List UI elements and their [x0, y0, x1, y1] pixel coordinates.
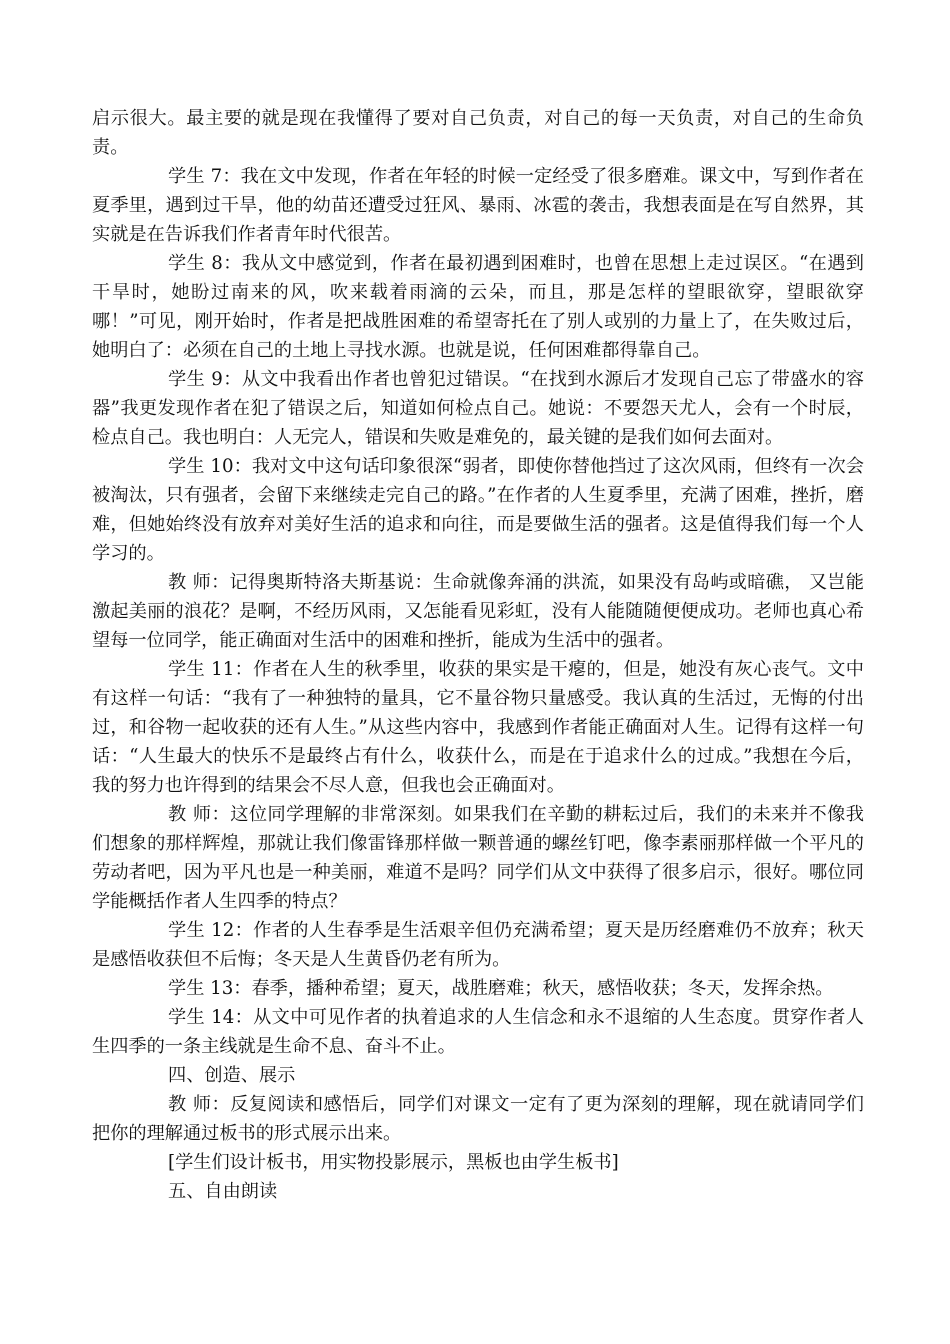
paragraph-continuation: 启示很大。最主要的就是现在我懂得了要对自己负责，对自己的每一天负责，对自己的生命负责。	[92, 108, 864, 158]
paragraph-teacher-3: 教 师：反复阅读和感悟后，同学们对课文一定有了更为深刻的理解，现在就请同学们把你的理解通过板书的形式展示出来。	[92, 1094, 864, 1144]
paragraph-stage-note: [学生们设计板书，用实物投影展示，黑板也由学生板书]	[168, 1152, 619, 1173]
paragraph-student-7: 学生 7：我在文中发现，作者在年轻的时候一定经受了很多磨难。课文中，写到作者在夏季里，遇到过干旱，他的幼苗还遭受过狂风、暴雨、冰雹的袭击，我想表面是在写自然界，其实就是在告诉我们作者青年时代很苦。	[92, 166, 864, 245]
paragraph-student-13: 学生 13：春季，播种希望；夏天，战胜磨难；秋天，感悟收获；冬天，发挥余热。	[168, 978, 834, 999]
paragraph-teacher-1: 教 师：记得奥斯特洛夫斯基说：生命就像奔涌的洪流，如果没有岛屿或暗礁， 又岂能激起美丽的浪花？是啊，不经历风雨，又怎能看见彩虹，没有人能随随便便成功。老师也真心希望每一位同学，能正确面对生活中的困难和挫折，能成为生活中的强者。	[92, 572, 864, 651]
paragraph-student-12: 学生 12：作者的人生春季是生活艰辛但仍充满希望；夏天是历经磨难仍不放弃；秋天是感悟收获但不后悔；冬天是人生黄昏仍老有所为。	[92, 920, 864, 970]
paragraph-student-9: 学生 9：从文中我看出作者也曾犯过错误。“在找到水源后才发现自己忘了带盛水的容器”我更发现作者在犯了错误之后，知道如何检点自己。她说：不要怨天尤人，会有一个时辰，检点自己。我也明白：人无完人，错误和失败是难免的，最关键的是我们如何去面对。	[92, 369, 864, 448]
paragraph-student-14: 学生 14：从文中可见作者的执着追求的人生信念和永不退缩的人生态度。贯穿作者人生四季的一条主线就是生命不息、奋斗不止。	[92, 1007, 864, 1057]
section-heading-create-display: 四、创造、展示	[168, 1065, 296, 1086]
paragraph-student-8: 学生 8：我从文中感觉到，作者在最初遇到困难时，也曾在思想上走过误区。“在遇到干旱时，她盼过南来的风，吹来载着雨滴的云朵，而且，那是怎样的望眼欲穿，望眼欲穿哪！”可见，刚开始时，作者是把战胜困难的希望寄托在了别人或别的力量上了，在失败过后，她明白了：必须在自己的土地上寻找水源。也就是说，任何困难都得靠自己。	[92, 253, 864, 361]
paragraph-student-11: 学生 11：作者在人生的秋季里，收获的果实是干瘪的，但是，她没有灰心丧气。文中有这样一句话：“我有了一种独特的量具，它不量谷物只量感受。我认真的生活过，无悔的付出过，和谷物一起收获的还有人生。”从这些内容中，我感到作者能正确面对人生。记得有这样一句话：“人生最大的快乐不是最终占有什么，收获什么，而是在于追求什么的过成。”我想在今后，我的努力也许得到的结果会不尽人意，但我也会正确面对。	[92, 659, 864, 796]
body-text	[92, 104, 864, 1206]
paragraph-student-10: 学生 10：我对文中这句话印象很深“弱者，即使你替他挡过了这次风雨，但终有一次会被淘汰，只有强者，会留下来继续走完自己的路。”在作者的人生夏季里，充满了困难，挫折，磨难，但她始终没有放弃对美好生活的追求和向往，而是要做生活的强者。这是值得我们每一个人学习的。	[92, 456, 864, 564]
section-heading-free-reading: 五、自由朗读	[168, 1181, 278, 1202]
paragraph-teacher-2: 教 师：这位同学理解的非常深刻。如果我们在辛勤的耕耘过后，我们的未来并不像我们想象的那样辉煌，那就让我们像雷锋那样做一颗普通的螺丝钉吧，像李素丽那样做一个平凡的劳动者吧，因为平凡也是一种美丽，难道不是吗？同学们从文中获得了很多启示，很好。哪位同学能概括作者人生四季的特点？	[92, 804, 864, 912]
